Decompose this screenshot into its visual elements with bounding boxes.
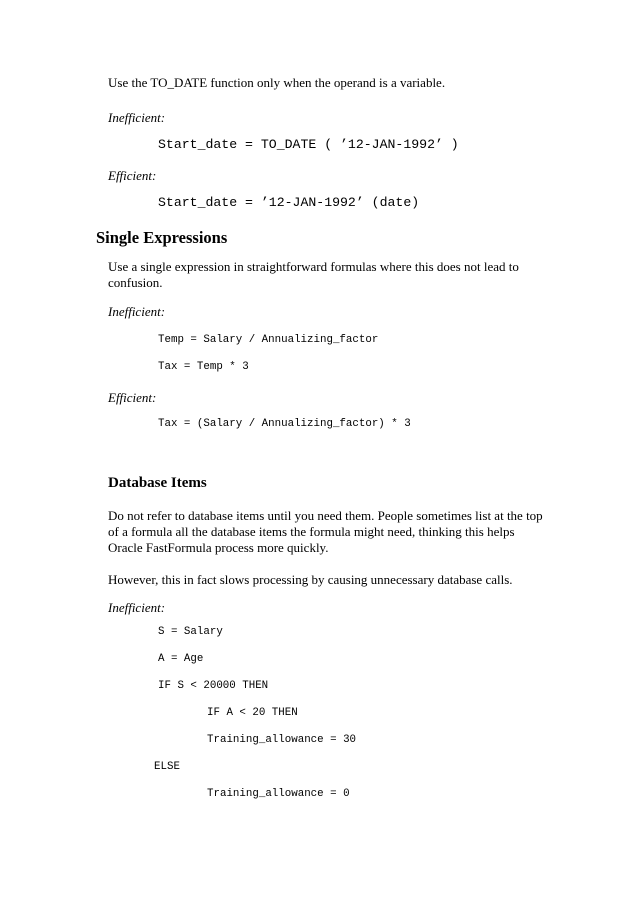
body-text: Do not refer to database items until you need them. People sometimes list at the top	[108, 508, 543, 523]
code-line: Start_date = ’12-JAN-1992’ (date)	[158, 195, 420, 210]
code-line: Training_allowance = 30	[207, 734, 357, 746]
inefficient-label: Inefficient:	[108, 110, 166, 125]
code-line: Tax = Temp * 3	[158, 361, 249, 373]
to-date-intro: Use the TO_DATE function only when the operand is a variable.	[108, 75, 446, 90]
code-line: ELSE	[154, 761, 180, 773]
section-heading-single-expressions: Single Expressions	[96, 228, 228, 247]
code-line: Training_allowance = 0	[207, 788, 350, 800]
inefficient-label: Inefficient:	[108, 304, 166, 319]
code-line: Tax = (Salary / Annualizing_factor) * 3	[158, 418, 411, 430]
efficient-label: Efficient:	[108, 390, 157, 405]
inefficient-label: Inefficient:	[108, 600, 166, 615]
body-text: However, this in fact slows processing by causing unnecessary database calls.	[108, 572, 513, 587]
efficient-label: Efficient:	[108, 168, 157, 183]
code-line: S = Salary	[158, 626, 223, 638]
code-line: Start_date = TO_DATE ( ’12-JAN-1992’ )	[158, 137, 459, 152]
body-text: Oracle FastFormula process more quickly.	[108, 540, 329, 555]
code-line: IF S < 20000 THEN	[158, 680, 269, 692]
code-line: A = Age	[158, 653, 204, 665]
code-line: Temp = Salary / Annualizing_factor	[158, 334, 379, 346]
body-text: of a formula all the database items the formula might need, thinking this helps	[108, 524, 515, 539]
section-heading-database-items: Database Items	[108, 475, 207, 491]
body-text: Use a single expression in straightforward formulas where this does not lead to	[108, 259, 519, 274]
body-text: confusion.	[108, 275, 163, 290]
code-line: IF A < 20 THEN	[207, 707, 298, 719]
